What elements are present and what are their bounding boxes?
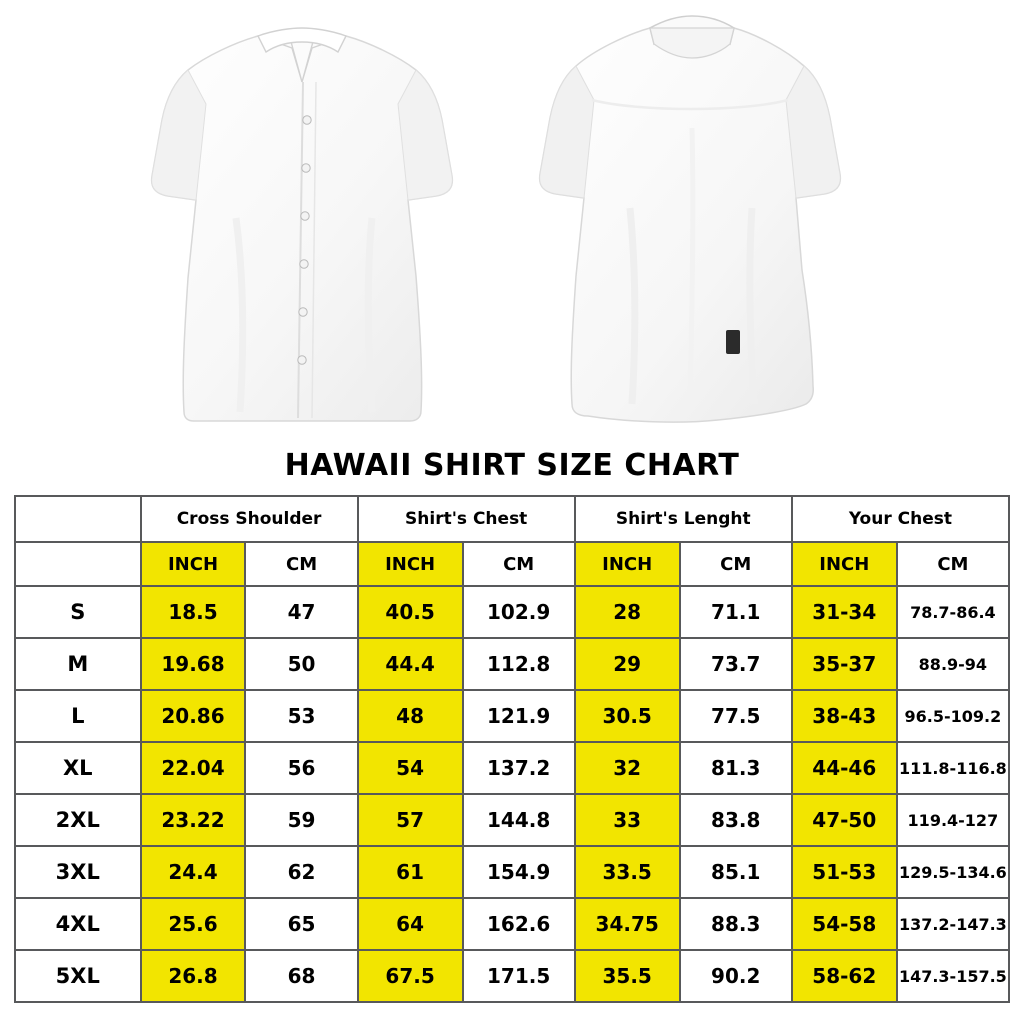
row-size-label: 3XL [15, 846, 141, 898]
cell-length-cm: 85.1 [680, 846, 792, 898]
table-row [15, 950, 1009, 1002]
group-shirts-lenght: Shirt's Lenght [575, 496, 792, 542]
table-group-header-row [15, 496, 1009, 542]
cell-your-chest-cm: 78.7-86.4 [897, 586, 1009, 638]
shirt-images [0, 0, 1024, 448]
cell-chest-inch: 57 [358, 794, 463, 846]
cell-your-chest-cm: 137.2-147.3 [897, 898, 1009, 950]
unit-corner-cell [15, 542, 141, 586]
cell-length-cm: 73.7 [680, 638, 792, 690]
cell-chest-cm: 144.8 [463, 794, 575, 846]
cell-length-cm: 71.1 [680, 586, 792, 638]
cell-chest-inch: 67.5 [358, 950, 463, 1002]
unit-length-inch: INCH [575, 542, 680, 586]
table-row [15, 690, 1009, 742]
cell-your-chest-inch: 54-58 [792, 898, 897, 950]
cell-length-inch: 30.5 [575, 690, 680, 742]
row-size-label: XL [15, 742, 141, 794]
cell-cross-shoulder-cm: 50 [245, 638, 357, 690]
cell-cross-shoulder-inch: 26.8 [141, 950, 246, 1002]
cell-length-inch: 32 [575, 742, 680, 794]
cell-chest-cm: 102.9 [463, 586, 575, 638]
unit-cross-shoulder-inch: INCH [141, 542, 246, 586]
cell-length-cm: 77.5 [680, 690, 792, 742]
row-size-label: 2XL [15, 794, 141, 846]
cell-cross-shoulder-cm: 65 [245, 898, 357, 950]
cell-your-chest-inch: 35-37 [792, 638, 897, 690]
row-size-label: S [15, 586, 141, 638]
cell-your-chest-cm: 111.8-116.8 [897, 742, 1009, 794]
cell-your-chest-inch: 58-62 [792, 950, 897, 1002]
table-unit-header-row [15, 542, 1009, 586]
cell-length-inch: 33.5 [575, 846, 680, 898]
cell-length-cm: 88.3 [680, 898, 792, 950]
cell-chest-inch: 48 [358, 690, 463, 742]
cell-cross-shoulder-inch: 18.5 [141, 586, 246, 638]
shirt-back-view [530, 8, 860, 443]
cell-your-chest-cm: 96.5-109.2 [897, 690, 1009, 742]
shirt-front-view [140, 8, 470, 443]
group-your-chest: Your Chest [792, 496, 1009, 542]
cell-chest-inch: 44.4 [358, 638, 463, 690]
unit-your-chest-cm: CM [897, 542, 1009, 586]
cell-cross-shoulder-cm: 53 [245, 690, 357, 742]
cell-cross-shoulder-inch: 23.22 [141, 794, 246, 846]
cell-your-chest-inch: 44-46 [792, 742, 897, 794]
cell-length-cm: 81.3 [680, 742, 792, 794]
unit-length-cm: CM [680, 542, 792, 586]
cell-cross-shoulder-inch: 20.86 [141, 690, 246, 742]
unit-your-chest-inch: INCH [792, 542, 897, 586]
cell-chest-inch: 54 [358, 742, 463, 794]
cell-cross-shoulder-cm: 59 [245, 794, 357, 846]
table-row [15, 794, 1009, 846]
cell-length-inch: 34.75 [575, 898, 680, 950]
cell-cross-shoulder-inch: 19.68 [141, 638, 246, 690]
cell-length-inch: 35.5 [575, 950, 680, 1002]
size-chart-table-wrap [0, 495, 1024, 1003]
page-title: HAWAII SHIRT SIZE CHART [284, 448, 740, 483]
table-row [15, 638, 1009, 690]
cell-chest-cm: 171.5 [463, 950, 575, 1002]
row-size-label: 5XL [15, 950, 141, 1002]
cell-your-chest-inch: 47-50 [792, 794, 897, 846]
cell-cross-shoulder-inch: 25.6 [141, 898, 246, 950]
cell-chest-cm: 137.2 [463, 742, 575, 794]
row-size-label: 4XL [15, 898, 141, 950]
cell-cross-shoulder-inch: 22.04 [141, 742, 246, 794]
cell-chest-inch: 40.5 [358, 586, 463, 638]
cell-your-chest-inch: 38-43 [792, 690, 897, 742]
cell-cross-shoulder-cm: 56 [245, 742, 357, 794]
unit-cross-shoulder-cm: CM [245, 542, 357, 586]
cell-cross-shoulder-cm: 47 [245, 586, 357, 638]
cell-chest-cm: 162.6 [463, 898, 575, 950]
cell-your-chest-inch: 31-34 [792, 586, 897, 638]
cell-your-chest-cm: 129.5-134.6 [897, 846, 1009, 898]
table-row [15, 586, 1009, 638]
cell-cross-shoulder-inch: 24.4 [141, 846, 246, 898]
cell-chest-cm: 112.8 [463, 638, 575, 690]
cell-chest-inch: 64 [358, 898, 463, 950]
cell-your-chest-cm: 88.9-94 [897, 638, 1009, 690]
table-row [15, 846, 1009, 898]
group-shirts-chest: Shirt's Chest [358, 496, 575, 542]
cell-your-chest-cm: 147.3-157.5 [897, 950, 1009, 1002]
group-cross-shoulder: Cross Shoulder [141, 496, 358, 542]
cell-length-inch: 33 [575, 794, 680, 846]
cell-your-chest-cm: 119.4-127 [897, 794, 1009, 846]
table-row [15, 898, 1009, 950]
cell-chest-inch: 61 [358, 846, 463, 898]
cell-length-inch: 28 [575, 586, 680, 638]
cell-chest-cm: 121.9 [463, 690, 575, 742]
table-row [15, 742, 1009, 794]
cell-cross-shoulder-cm: 62 [245, 846, 357, 898]
cell-chest-cm: 154.9 [463, 846, 575, 898]
cell-length-cm: 83.8 [680, 794, 792, 846]
cell-your-chest-inch: 51-53 [792, 846, 897, 898]
unit-chest-inch: INCH [358, 542, 463, 586]
cell-length-inch: 29 [575, 638, 680, 690]
size-chart-table [14, 495, 1010, 1003]
row-size-label: M [15, 638, 141, 690]
unit-chest-cm: CM [463, 542, 575, 586]
cell-cross-shoulder-cm: 68 [245, 950, 357, 1002]
row-size-label: L [15, 690, 141, 742]
corner-cell [15, 496, 141, 542]
cell-length-cm: 90.2 [680, 950, 792, 1002]
